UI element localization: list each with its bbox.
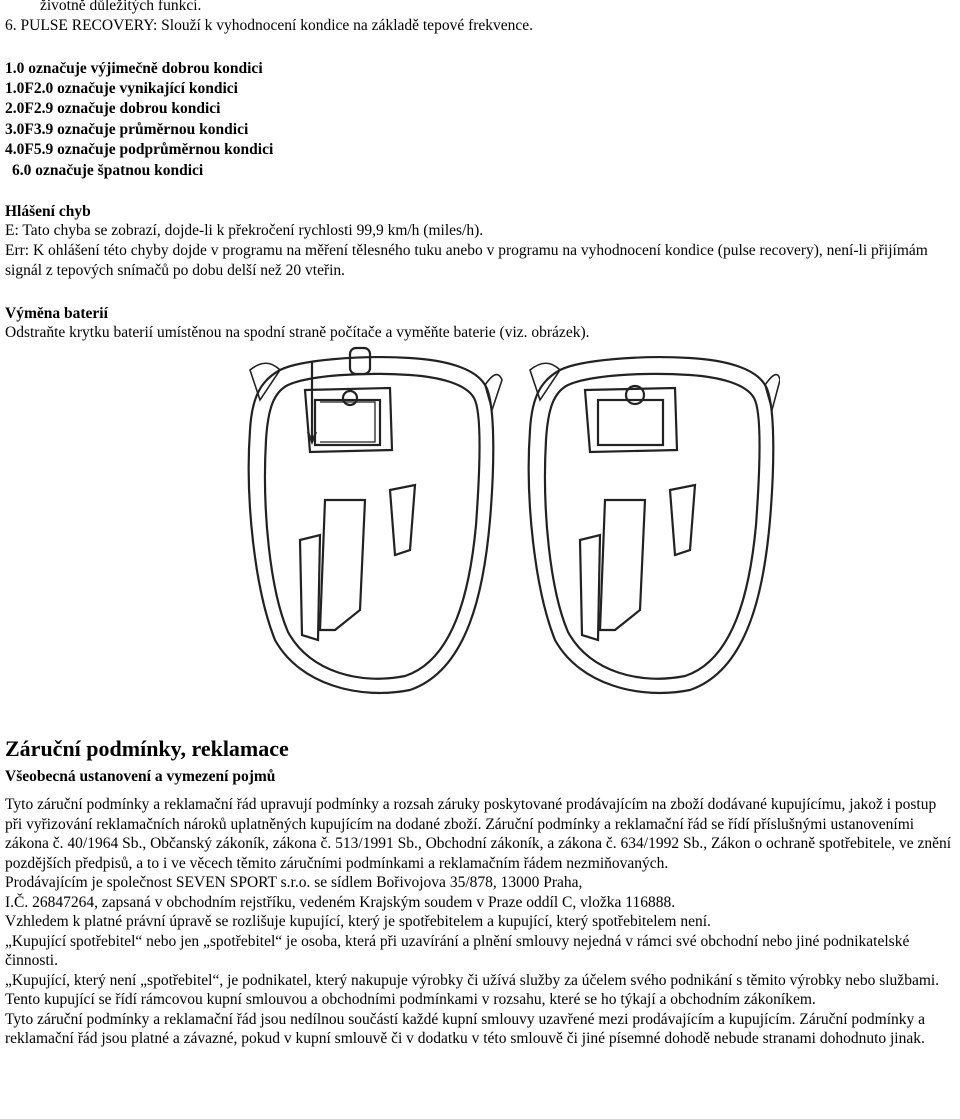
warranty-paragraph-2: Prodávajícím je společnost SEVEN SPORT s.r.o. se sídlem Bořivojova 35/878, 13000 Praha, [5,874,583,891]
warranty-heading: Záruční podmínky, reklamace [5,736,289,761]
battery-title: Výměna baterií [5,305,108,322]
warranty-subheading: Všeobecná ustanovení a vymezení pojmů [5,768,276,785]
rating-line-3: 2.0F2.9 označuje dobrou kondici [5,100,221,117]
battery-cover-illustration [240,340,780,700]
errors-title: Hlášení chyb [5,203,91,220]
rating-line-2: 1.0F2.0 označuje vynikající kondici [5,80,238,97]
pulse-recovery-item: 6. PULSE RECOVERY: Slouží k vyhodnocení kondice na základě tepové frekvence. [5,17,534,34]
rating-line-1: 1.0 označuje výjimečně dobrou kondici [5,60,263,77]
rating-line-6: 6.0 označuje špatnou kondici [12,162,204,179]
warranty-body [5,795,955,1049]
error-err-text [5,241,955,280]
error-e-text: E: Tato chyba se zobrazí, dojde-li k překročení rychlosti 99,9 km/h (miles/h). [5,222,484,239]
rating-line-4: 3.0F3.9 označuje průměrnou kondici [5,121,249,138]
warranty-paragraph-6: „Kupující, který není „spotřebitel“, je podnikatel, který nakupuje výrobky či užívá služby za účelem svého podnikání s těmito výrobky nebo službami. Tento kupující se řídí rámcovou kupní smlouvou a obchodními podmínkami v rozsahu, které se ho týkají a obchodním zákoníkem. [5,971,940,1008]
warranty-paragraph-1: Tyto záruční podmínky a reklamační řád upravují podmínky a rozsah záruky poskytované prodávajícím na zboží dodávané kupujícímu, jakož i postup při vyřizování reklamačních nároků uplatněných kupujícím na dodané zboží. Záruční podmínky a reklamační řád se řídí příslušnými ustanoveními zákona č. 40/1964 Sb., Občanský zákoník, zákona č. 513/1991 Sb., Obchodní zákoník, a zákona č. 634/1992 Sb., Zákon o ochraně spotřebitele, ve znění pozdějších předpisů, a to i ve věcech těmito záručními podmínkami a reklamačním řádem nezmiňovaných. [5,796,952,872]
top-line-continuation: životně důležitých funkcí. [40,0,202,14]
battery-text: Odstraňte krytku baterií umístěnou na spodní straně počítače a vyměňte baterie (viz. obrázek). [5,324,590,341]
warranty-paragraph-5: „Kupující spotřebitel“ nebo jen „spotřebitel“ je osoba, která při uzavírání a plnění smlouvy nejedná v rámci své obchodní nebo jiné podnikatelské činnosti. [5,932,910,969]
rating-line-5: 4.0F5.9 označuje podprůměrnou kondici [5,141,274,158]
warranty-paragraph-7: Tyto záruční podmínky a reklamační řád jsou nedílnou součástí každé kupní smlouvy uzavřené mezi prodávajícím a kupujícím. Záruční podmínky a reklamační řád jsou platné a závazné, pokud v kupní smlouvě či v dodatku v této smlouvě či jiné písemné dohodě nebude stranami dohodnuto jinak. [5,1010,926,1047]
error-err-paragraph: Err: K ohlášení této chyby dojde v programu na měření tělesného tuku anebo v programu na vyhodnocení kondice (pulse recovery), není-li přijímám signál z tepových snímačů po dobu delší než 20 vteřin. [5,242,928,279]
warranty-paragraph-4: Vzhledem k platné právní úpravě se rozlišuje kupující, který je spotřebitelem a kupující, který spotřebitelem není. [5,913,711,930]
warranty-paragraph-3: I.Č. 26847264, zapsaná v obchodním rejstříku, vedeném Krajským soudem v Praze oddíl C, vložka 116888. [5,893,676,911]
